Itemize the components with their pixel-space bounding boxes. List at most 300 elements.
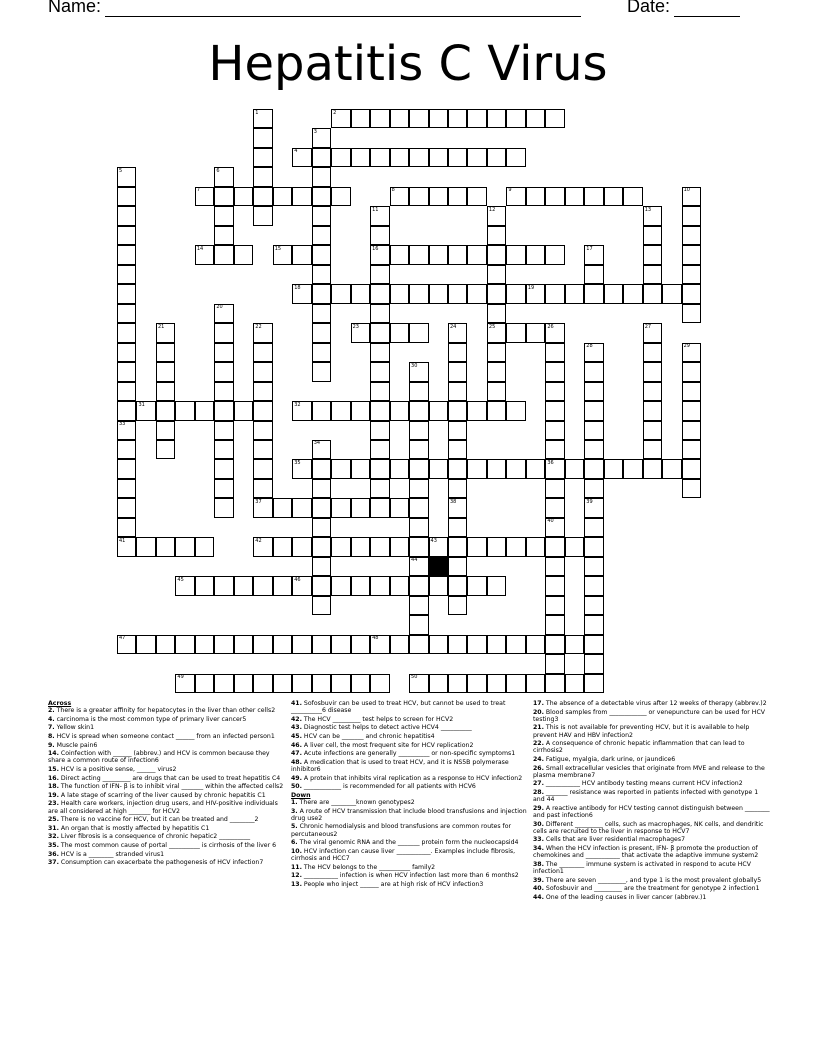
grid-cell[interactable] (429, 576, 448, 595)
grid-cell[interactable] (312, 498, 331, 517)
grid-cell[interactable] (273, 576, 292, 595)
grid-cell[interactable] (234, 245, 253, 264)
grid-cell[interactable] (370, 401, 389, 420)
grid-cell[interactable] (643, 343, 662, 362)
grid-cell[interactable] (623, 187, 642, 206)
grid-cell[interactable] (117, 343, 136, 362)
grid-cell[interactable] (214, 421, 233, 440)
grid-cell[interactable] (292, 498, 311, 517)
grid-cell[interactable] (370, 362, 389, 381)
grid-cell[interactable] (312, 635, 331, 654)
grid-cell[interactable] (584, 187, 603, 206)
grid-cell[interactable] (682, 206, 701, 225)
grid-cell[interactable] (448, 557, 467, 576)
grid-cell[interactable] (409, 187, 428, 206)
grid-cell[interactable] (156, 421, 175, 440)
grid-cell[interactable] (370, 440, 389, 459)
grid-cell[interactable] (117, 265, 136, 284)
grid-cell[interactable] (370, 674, 389, 693)
grid-cell[interactable] (312, 187, 331, 206)
grid-cell[interactable] (390, 537, 409, 556)
grid-cell[interactable] (370, 479, 389, 498)
grid-cell[interactable] (545, 284, 564, 303)
grid-cell[interactable] (643, 440, 662, 459)
grid-cell[interactable] (584, 518, 603, 537)
grid-cell[interactable] (448, 421, 467, 440)
grid-cell[interactable] (312, 537, 331, 556)
grid-cell[interactable] (448, 284, 467, 303)
grid-cell[interactable] (370, 226, 389, 245)
grid-cell[interactable] (506, 148, 525, 167)
grid-cell[interactable] (390, 498, 409, 517)
grid-cell[interactable] (214, 206, 233, 225)
grid-cell[interactable] (565, 537, 584, 556)
grid-cell[interactable] (156, 401, 175, 420)
grid-cell[interactable] (643, 362, 662, 381)
grid-cell[interactable] (643, 226, 662, 245)
grid-cell[interactable] (273, 635, 292, 654)
grid-cell[interactable] (448, 537, 467, 556)
grid-cell[interactable] (487, 343, 506, 362)
grid-cell[interactable] (253, 148, 272, 167)
grid-cell[interactable] (214, 440, 233, 459)
grid-cell[interactable] (604, 284, 623, 303)
grid-cell[interactable] (409, 284, 428, 303)
grid-cell[interactable] (117, 479, 136, 498)
grid-cell[interactable] (584, 284, 603, 303)
grid-cell[interactable] (214, 576, 233, 595)
grid-cell[interactable] (312, 148, 331, 167)
grid-cell[interactable] (312, 362, 331, 381)
grid-cell[interactable] (429, 674, 448, 693)
grid-cell[interactable] (409, 596, 428, 615)
grid-cell[interactable] (351, 148, 370, 167)
grid-cell[interactable] (584, 382, 603, 401)
grid-cell[interactable] (584, 265, 603, 284)
grid-cell[interactable] (682, 362, 701, 381)
grid-cell[interactable] (467, 109, 486, 128)
grid-cell[interactable] (545, 245, 564, 264)
grid-cell[interactable] (253, 382, 272, 401)
grid-cell[interactable] (351, 109, 370, 128)
grid-cell[interactable] (292, 187, 311, 206)
grid-cell[interactable] (487, 674, 506, 693)
grid-cell[interactable] (331, 401, 350, 420)
grid-cell[interactable] (175, 537, 194, 556)
grid-cell[interactable] (214, 401, 233, 420)
grid-cell[interactable] (487, 284, 506, 303)
grid-cell[interactable] (604, 187, 623, 206)
grid-cell[interactable] (312, 206, 331, 225)
grid-cell[interactable] (273, 537, 292, 556)
grid-cell[interactable] (409, 459, 428, 478)
grid-cell[interactable] (117, 206, 136, 225)
grid-cell[interactable] (351, 674, 370, 693)
grid-cell[interactable] (351, 537, 370, 556)
grid-cell[interactable] (545, 187, 564, 206)
grid-cell[interactable] (429, 109, 448, 128)
grid-cell[interactable] (156, 382, 175, 401)
grid-cell[interactable] (312, 518, 331, 537)
grid-cell[interactable] (409, 421, 428, 440)
grid-cell[interactable] (545, 498, 564, 517)
grid-cell[interactable] (682, 459, 701, 478)
grid-cell[interactable] (117, 284, 136, 303)
grid-cell[interactable] (331, 576, 350, 595)
grid-cell[interactable] (156, 635, 175, 654)
grid-cell[interactable] (584, 537, 603, 556)
grid-cell[interactable] (312, 265, 331, 284)
grid-cell[interactable] (467, 245, 486, 264)
grid-cell[interactable] (429, 635, 448, 654)
grid-cell[interactable] (331, 635, 350, 654)
grid-cell[interactable] (448, 674, 467, 693)
grid-cell[interactable] (331, 537, 350, 556)
grid-cell[interactable] (117, 362, 136, 381)
grid-cell[interactable] (331, 187, 350, 206)
grid-cell[interactable] (312, 343, 331, 362)
grid-cell[interactable] (370, 537, 389, 556)
grid-cell[interactable] (253, 128, 272, 147)
grid-cell[interactable] (214, 226, 233, 245)
grid-cell[interactable] (467, 401, 486, 420)
grid-cell[interactable] (506, 674, 525, 693)
grid-cell[interactable] (312, 245, 331, 264)
grid-cell[interactable] (331, 284, 350, 303)
grid-cell[interactable] (390, 109, 409, 128)
grid-cell[interactable] (234, 635, 253, 654)
grid-cell[interactable] (370, 459, 389, 478)
grid-cell[interactable] (370, 265, 389, 284)
grid-cell[interactable] (175, 401, 194, 420)
grid-cell[interactable] (604, 459, 623, 478)
grid-cell[interactable] (234, 401, 253, 420)
grid-cell[interactable] (584, 615, 603, 634)
grid-cell[interactable] (312, 596, 331, 615)
grid-cell[interactable] (351, 576, 370, 595)
grid-cell[interactable] (351, 635, 370, 654)
grid-cell[interactable] (253, 187, 272, 206)
grid-cell[interactable] (117, 187, 136, 206)
grid-cell[interactable] (487, 401, 506, 420)
grid-cell[interactable] (643, 245, 662, 264)
grid-cell[interactable] (214, 459, 233, 478)
grid-cell[interactable] (156, 537, 175, 556)
grid-cell[interactable] (506, 401, 525, 420)
grid-cell[interactable] (448, 596, 467, 615)
grid-cell[interactable] (506, 323, 525, 342)
grid-cell[interactable] (467, 284, 486, 303)
grid-cell[interactable] (584, 401, 603, 420)
grid-cell[interactable] (409, 382, 428, 401)
grid-cell[interactable] (175, 635, 194, 654)
grid-cell[interactable] (467, 148, 486, 167)
grid-cell[interactable] (584, 674, 603, 693)
grid-cell[interactable] (643, 459, 662, 478)
grid-cell[interactable] (136, 635, 155, 654)
grid-cell[interactable] (312, 323, 331, 342)
grid-cell[interactable] (448, 518, 467, 537)
grid-cell[interactable] (584, 635, 603, 654)
grid-cell[interactable] (584, 654, 603, 673)
grid-cell[interactable] (409, 518, 428, 537)
grid-cell[interactable] (682, 440, 701, 459)
grid-cell[interactable] (565, 459, 584, 478)
grid-cell[interactable] (370, 304, 389, 323)
grid-cell[interactable] (487, 382, 506, 401)
grid-cell[interactable] (273, 498, 292, 517)
grid-cell[interactable] (234, 674, 253, 693)
grid-cell[interactable] (526, 459, 545, 478)
grid-cell[interactable] (214, 382, 233, 401)
grid-cell[interactable] (351, 498, 370, 517)
grid-cell[interactable] (273, 187, 292, 206)
grid-cell[interactable] (253, 576, 272, 595)
grid-cell[interactable] (312, 304, 331, 323)
grid-cell[interactable] (487, 459, 506, 478)
grid-cell[interactable] (253, 343, 272, 362)
grid-cell[interactable] (545, 635, 564, 654)
grid-cell[interactable] (409, 323, 428, 342)
grid-cell[interactable] (565, 674, 584, 693)
grid-cell[interactable] (584, 421, 603, 440)
grid-cell[interactable] (390, 245, 409, 264)
grid-cell[interactable] (156, 362, 175, 381)
grid-cell[interactable] (390, 148, 409, 167)
grid-cell[interactable] (136, 537, 155, 556)
grid-cell[interactable] (467, 674, 486, 693)
grid-cell[interactable] (526, 245, 545, 264)
grid-cell[interactable] (662, 459, 681, 478)
grid-cell[interactable] (351, 284, 370, 303)
grid-cell[interactable] (370, 576, 389, 595)
grid-cell[interactable] (448, 187, 467, 206)
grid-cell[interactable] (448, 459, 467, 478)
grid-cell[interactable] (526, 674, 545, 693)
grid-cell[interactable] (409, 498, 428, 517)
grid-cell[interactable] (214, 343, 233, 362)
grid-cell[interactable] (429, 148, 448, 167)
grid-cell[interactable] (117, 498, 136, 517)
grid-cell[interactable] (643, 421, 662, 440)
grid-cell[interactable] (448, 635, 467, 654)
grid-cell[interactable] (117, 518, 136, 537)
grid-cell[interactable] (584, 362, 603, 381)
grid-cell[interactable] (643, 382, 662, 401)
grid-cell[interactable] (409, 109, 428, 128)
grid-cell[interactable] (214, 187, 233, 206)
grid-cell[interactable] (467, 187, 486, 206)
grid-cell[interactable] (292, 674, 311, 693)
grid-cell[interactable] (409, 576, 428, 595)
grid-cell[interactable] (467, 635, 486, 654)
grid-cell[interactable] (253, 401, 272, 420)
grid-cell[interactable] (487, 245, 506, 264)
grid-cell[interactable] (682, 284, 701, 303)
grid-cell[interactable] (390, 459, 409, 478)
grid-cell[interactable] (487, 148, 506, 167)
grid-cell[interactable] (253, 167, 272, 186)
grid-cell[interactable] (545, 557, 564, 576)
grid-cell[interactable] (448, 401, 467, 420)
grid-cell[interactable] (545, 596, 564, 615)
grid-cell[interactable] (253, 440, 272, 459)
grid-cell[interactable] (487, 576, 506, 595)
grid-cell[interactable] (506, 245, 525, 264)
grid-cell[interactable] (214, 635, 233, 654)
grid-cell[interactable] (312, 284, 331, 303)
grid-cell[interactable] (253, 206, 272, 225)
grid-cell[interactable] (545, 401, 564, 420)
grid-cell[interactable] (487, 362, 506, 381)
grid-cell[interactable] (623, 284, 642, 303)
grid-cell[interactable] (545, 440, 564, 459)
grid-cell[interactable] (467, 459, 486, 478)
grid-cell[interactable] (429, 187, 448, 206)
grid-cell[interactable] (331, 674, 350, 693)
grid-cell[interactable] (448, 382, 467, 401)
grid-cell[interactable] (253, 421, 272, 440)
grid-cell[interactable] (506, 537, 525, 556)
grid-cell[interactable] (545, 479, 564, 498)
grid-cell[interactable] (312, 401, 331, 420)
grid-cell[interactable] (292, 537, 311, 556)
grid-cell[interactable] (409, 401, 428, 420)
grid-cell[interactable] (351, 401, 370, 420)
grid-cell[interactable] (312, 576, 331, 595)
grid-cell[interactable] (214, 479, 233, 498)
grid-cell[interactable] (545, 537, 564, 556)
grid-cell[interactable] (409, 479, 428, 498)
grid-cell[interactable] (506, 109, 525, 128)
grid-cell[interactable] (117, 382, 136, 401)
grid-cell[interactable] (370, 284, 389, 303)
grid-cell[interactable] (643, 284, 662, 303)
grid-cell[interactable] (448, 245, 467, 264)
grid-cell[interactable] (312, 674, 331, 693)
grid-cell[interactable] (565, 635, 584, 654)
grid-cell[interactable] (331, 148, 350, 167)
grid-cell[interactable] (623, 459, 642, 478)
grid-cell[interactable] (214, 674, 233, 693)
grid-cell[interactable] (370, 148, 389, 167)
grid-cell[interactable] (370, 382, 389, 401)
grid-cell[interactable] (312, 459, 331, 478)
grid-cell[interactable] (584, 596, 603, 615)
grid-cell[interactable] (292, 245, 311, 264)
grid-cell[interactable] (545, 654, 564, 673)
grid-cell[interactable] (253, 479, 272, 498)
grid-cell[interactable] (448, 148, 467, 167)
grid-cell[interactable] (526, 635, 545, 654)
grid-cell[interactable] (526, 537, 545, 556)
grid-cell[interactable] (565, 187, 584, 206)
grid-cell[interactable] (506, 284, 525, 303)
grid-cell[interactable] (448, 440, 467, 459)
grid-cell[interactable] (312, 557, 331, 576)
grid-cell[interactable] (682, 421, 701, 440)
grid-cell[interactable] (273, 674, 292, 693)
grid-cell[interactable] (253, 674, 272, 693)
grid-cell[interactable] (195, 576, 214, 595)
grid-cell[interactable] (584, 479, 603, 498)
grid-cell[interactable] (487, 635, 506, 654)
grid-cell[interactable] (331, 459, 350, 478)
grid-cell[interactable] (195, 401, 214, 420)
grid-cell[interactable] (545, 674, 564, 693)
grid-cell[interactable] (545, 343, 564, 362)
grid-cell[interactable] (312, 167, 331, 186)
grid-cell[interactable] (487, 265, 506, 284)
grid-cell[interactable] (487, 537, 506, 556)
grid-cell[interactable] (117, 440, 136, 459)
grid-cell[interactable] (234, 187, 253, 206)
grid-cell[interactable] (429, 459, 448, 478)
grid-cell[interactable] (409, 245, 428, 264)
grid-cell[interactable] (545, 421, 564, 440)
grid-cell[interactable] (117, 304, 136, 323)
grid-cell[interactable] (584, 576, 603, 595)
grid-cell[interactable] (312, 226, 331, 245)
grid-cell[interactable] (409, 148, 428, 167)
grid-cell[interactable] (331, 498, 350, 517)
grid-cell[interactable] (487, 226, 506, 245)
grid-cell[interactable] (292, 635, 311, 654)
grid-cell[interactable] (682, 401, 701, 420)
grid-cell[interactable] (117, 459, 136, 478)
grid-cell[interactable] (409, 635, 428, 654)
grid-cell[interactable] (526, 109, 545, 128)
grid-cell[interactable] (409, 440, 428, 459)
grid-cell[interactable] (312, 479, 331, 498)
grid-cell[interactable] (643, 265, 662, 284)
grid-cell[interactable] (429, 284, 448, 303)
grid-cell[interactable] (545, 382, 564, 401)
grid-cell[interactable] (253, 459, 272, 478)
grid-cell[interactable] (390, 576, 409, 595)
grid-cell[interactable] (117, 245, 136, 264)
grid-cell[interactable] (234, 576, 253, 595)
grid-cell[interactable] (487, 304, 506, 323)
grid-cell[interactable] (448, 576, 467, 595)
grid-cell[interactable] (409, 537, 428, 556)
grid-cell[interactable] (584, 459, 603, 478)
grid-cell[interactable] (370, 498, 389, 517)
grid-cell[interactable] (370, 323, 389, 342)
grid-cell[interactable] (214, 323, 233, 342)
grid-cell[interactable] (643, 401, 662, 420)
grid-cell[interactable] (448, 343, 467, 362)
grid-cell[interactable] (351, 459, 370, 478)
grid-cell[interactable] (429, 401, 448, 420)
grid-cell[interactable] (545, 109, 564, 128)
grid-cell[interactable] (448, 479, 467, 498)
grid-cell[interactable] (214, 362, 233, 381)
grid-cell[interactable] (682, 304, 701, 323)
grid-cell[interactable] (370, 421, 389, 440)
grid-cell[interactable] (467, 576, 486, 595)
grid-cell[interactable] (156, 440, 175, 459)
grid-cell[interactable] (409, 615, 428, 634)
grid-cell[interactable] (545, 362, 564, 381)
grid-cell[interactable] (117, 401, 136, 420)
grid-cell[interactable] (429, 245, 448, 264)
grid-cell[interactable] (156, 343, 175, 362)
grid-cell[interactable] (214, 245, 233, 264)
grid-cell[interactable] (682, 382, 701, 401)
grid-cell[interactable] (370, 109, 389, 128)
grid-cell[interactable] (545, 615, 564, 634)
